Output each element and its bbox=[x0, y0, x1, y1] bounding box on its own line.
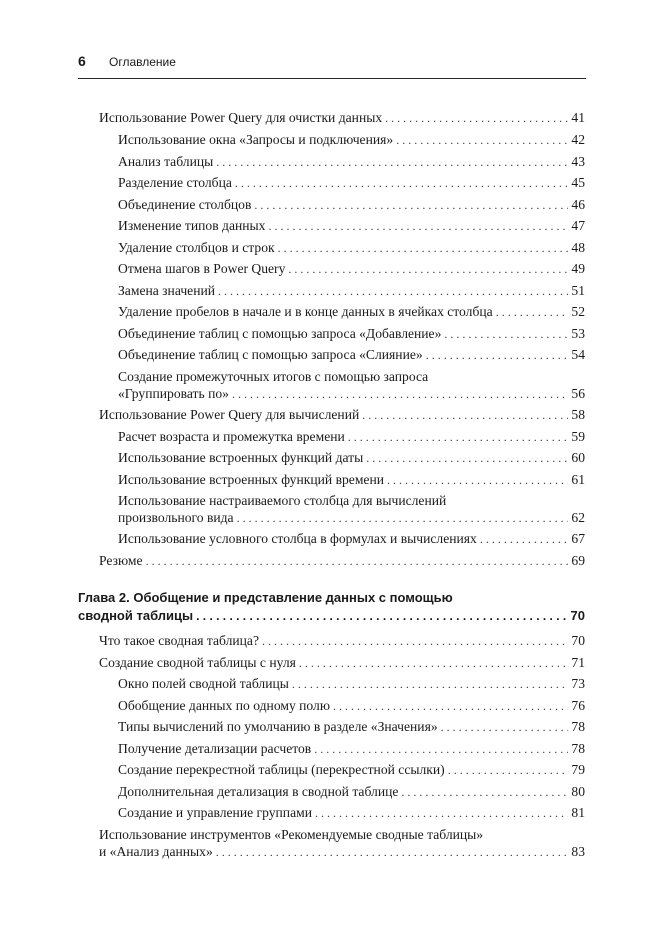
toc-entry-page: 73 bbox=[571, 676, 585, 691]
dot-leader bbox=[216, 152, 568, 173]
toc-entry-page: 46 bbox=[571, 197, 585, 212]
toc-entry[interactable] bbox=[118, 301, 585, 322]
chapter-title-line1: Глава 2. Обобщение и представление данных с помощью bbox=[78, 590, 453, 605]
toc-entry[interactable] bbox=[118, 469, 585, 490]
toc-entry-page: 58 bbox=[571, 407, 585, 422]
toc-entry-title: Дополнительная детализация в сводной таблице bbox=[118, 784, 399, 799]
toc-entry[interactable] bbox=[118, 258, 585, 279]
toc-entry-title: Обобщение данных по одному полю bbox=[118, 698, 330, 713]
dot-leader bbox=[254, 195, 568, 216]
dot-leader bbox=[333, 696, 568, 717]
toc-entry-title-line1: Использование инструментов «Рекомендуемые сводные таблицы» bbox=[99, 827, 484, 842]
toc-entry[interactable] bbox=[99, 404, 585, 425]
dot-leader bbox=[348, 427, 569, 448]
toc-entry-title: Резюме bbox=[99, 553, 143, 568]
toc-entry-title: Типы вычислений по умолчанию в разделе «Значения» bbox=[118, 719, 438, 734]
toc-entry-page: 71 bbox=[571, 655, 585, 670]
dot-leader bbox=[146, 551, 569, 572]
toc-entry-title: Использование окна «Запросы и подключения» bbox=[118, 132, 394, 147]
toc-entry-page: 60 bbox=[571, 450, 585, 465]
toc-entry[interactable] bbox=[118, 695, 585, 716]
toc-entry[interactable] bbox=[118, 426, 585, 447]
toc-entry[interactable] bbox=[118, 151, 585, 172]
dot-leader bbox=[232, 384, 568, 405]
toc-entry-page: 62 bbox=[571, 510, 585, 525]
dot-leader bbox=[278, 238, 569, 259]
dot-leader bbox=[292, 674, 569, 695]
toc-entry-title: Объединение таблиц с помощью запроса «Добавление» bbox=[118, 326, 442, 341]
toc-entry-page: 67 bbox=[571, 531, 585, 546]
toc-entry-title: Расчет возраста и промежутка времени bbox=[118, 429, 345, 444]
toc-entry-page: 45 bbox=[571, 175, 585, 190]
toc-entry[interactable] bbox=[118, 673, 585, 694]
chapter-entry[interactable] bbox=[78, 605, 585, 626]
toc-entry[interactable] bbox=[118, 447, 585, 468]
toc-entry[interactable] bbox=[118, 528, 585, 549]
toc-entry-title: Отмена шагов в Power Query bbox=[118, 261, 286, 276]
toc-entry-page: 51 bbox=[571, 283, 585, 298]
toc-entry-page: 52 bbox=[571, 304, 585, 319]
dot-leader bbox=[441, 717, 569, 738]
chapter-title: сводной таблицы bbox=[78, 608, 194, 623]
toc-entry-title: Использование встроенных функций даты bbox=[118, 450, 364, 465]
toc-entry[interactable] bbox=[118, 759, 585, 780]
toc-entry[interactable] bbox=[118, 323, 585, 344]
dot-leader bbox=[216, 842, 569, 863]
toc-entry[interactable] bbox=[118, 215, 585, 236]
toc-entry-title: Удаление пробелов в начале и в конце данных в ячейках столбца bbox=[118, 304, 493, 319]
chapter-page: 70 bbox=[570, 608, 585, 623]
toc-entry-title: «Группировать по» bbox=[118, 386, 229, 401]
dot-leader bbox=[315, 803, 568, 824]
dot-leader bbox=[314, 739, 568, 760]
toc-entry-title: Создание сводной таблицы с нуля bbox=[99, 655, 296, 670]
toc-entry-page: 83 bbox=[571, 844, 585, 859]
toc-entry[interactable] bbox=[118, 129, 585, 150]
toc-entry-title: Получение детализации расчетов bbox=[118, 741, 312, 756]
toc-entry-title: Объединение таблиц с помощью запроса «Слияние» bbox=[118, 347, 423, 362]
toc-entry-page: 59 bbox=[571, 429, 585, 444]
toc-entry-title: Окно полей сводной таблицы bbox=[118, 676, 289, 691]
dot-leader bbox=[362, 405, 568, 426]
dot-leader bbox=[385, 108, 568, 129]
toc-entry-page: 42 bbox=[571, 132, 585, 147]
dot-leader bbox=[480, 529, 569, 550]
dot-leader bbox=[196, 606, 567, 627]
page-number: 6 bbox=[78, 53, 86, 69]
toc-entry-title-line1: Создание промежуточных итогов с помощью запроса bbox=[118, 369, 429, 384]
dot-leader bbox=[426, 345, 569, 366]
toc-entry[interactable] bbox=[118, 507, 585, 528]
toc-entry[interactable] bbox=[118, 280, 585, 301]
toc-entry[interactable] bbox=[99, 630, 585, 651]
toc-entry-title: Анализ таблицы bbox=[118, 154, 214, 169]
toc-entry[interactable] bbox=[118, 781, 585, 802]
toc-entry[interactable] bbox=[118, 383, 585, 404]
toc-entry-page: 70 bbox=[571, 633, 585, 648]
toc-entry[interactable] bbox=[118, 716, 585, 737]
dot-leader bbox=[366, 448, 568, 469]
toc-entry-title: Объединение столбцов bbox=[118, 197, 252, 212]
running-title: Оглавление bbox=[109, 55, 176, 69]
toc-entry[interactable] bbox=[118, 172, 585, 193]
dot-leader bbox=[401, 782, 568, 803]
page-header bbox=[78, 52, 586, 79]
toc-entry-title: Удаление столбцов и строк bbox=[118, 240, 275, 255]
dot-leader bbox=[235, 173, 569, 194]
dot-leader bbox=[496, 302, 569, 323]
toc-entry-page: 41 bbox=[571, 110, 585, 125]
toc-entry[interactable] bbox=[99, 107, 585, 128]
toc-entry-page: 81 bbox=[571, 805, 585, 820]
toc-entry-title: Использование Power Query для очистки данных bbox=[99, 110, 383, 125]
toc-entry-title: произвольного вида bbox=[118, 510, 234, 525]
toc-entry[interactable] bbox=[99, 550, 585, 571]
toc-entry-page: 78 bbox=[571, 741, 585, 756]
toc-entry-page: 76 bbox=[571, 698, 585, 713]
dot-leader bbox=[237, 508, 569, 529]
dot-leader bbox=[268, 216, 568, 237]
toc-entry-title: Что такое сводная таблица? bbox=[99, 633, 259, 648]
toc-entry-title: Разделение столбца bbox=[118, 175, 232, 190]
toc-entry-title: Создание и управление группами bbox=[118, 805, 312, 820]
toc-entry-page: 79 bbox=[571, 762, 585, 777]
toc-entry[interactable] bbox=[118, 802, 585, 823]
toc-entry-page: 61 bbox=[571, 472, 585, 487]
toc-entry[interactable] bbox=[118, 738, 585, 759]
dot-leader bbox=[288, 259, 568, 280]
toc-entry-title: Использование Power Query для вычислений bbox=[99, 407, 360, 422]
toc-entry-title: Замена значений bbox=[118, 283, 216, 298]
toc-entry-title: Изменение типов данных bbox=[118, 218, 266, 233]
toc-entry-page: 43 bbox=[571, 154, 585, 169]
dot-leader bbox=[218, 281, 568, 302]
dot-leader bbox=[387, 470, 568, 491]
toc-entry-page: 49 bbox=[571, 261, 585, 276]
toc-entry-title: Создание перекрестной таблицы (перекрестной ссылки) bbox=[118, 762, 445, 777]
dot-leader bbox=[299, 653, 569, 674]
dot-leader bbox=[444, 324, 568, 345]
toc-entry-title: и «Анализ данных» bbox=[99, 844, 213, 859]
dot-leader bbox=[396, 130, 568, 151]
toc-entry-page: 69 bbox=[571, 553, 585, 568]
toc-entry-title: Использование условного столбца в формулах и вычислениях bbox=[118, 531, 477, 546]
toc-entry[interactable] bbox=[99, 841, 585, 862]
toc-entry-page: 78 bbox=[571, 719, 585, 734]
toc-entry-title: Использование встроенных функций времени bbox=[118, 472, 385, 487]
toc-entry-title-line1: Использование настраиваемого столбца для вычислений bbox=[118, 493, 447, 508]
toc-entry-page: 56 bbox=[571, 386, 585, 401]
toc-entry-page: 80 bbox=[571, 784, 585, 799]
dot-leader bbox=[448, 760, 569, 781]
toc-entry[interactable] bbox=[118, 344, 585, 365]
dot-leader bbox=[262, 631, 568, 652]
toc-entry-page: 47 bbox=[571, 218, 585, 233]
toc-entry-page: 54 bbox=[571, 347, 585, 362]
toc-entry[interactable] bbox=[99, 652, 585, 673]
toc-entry[interactable] bbox=[118, 237, 585, 258]
toc-entry-page: 48 bbox=[571, 240, 585, 255]
toc-entry[interactable] bbox=[118, 194, 585, 215]
toc-entry-page: 53 bbox=[571, 326, 585, 341]
